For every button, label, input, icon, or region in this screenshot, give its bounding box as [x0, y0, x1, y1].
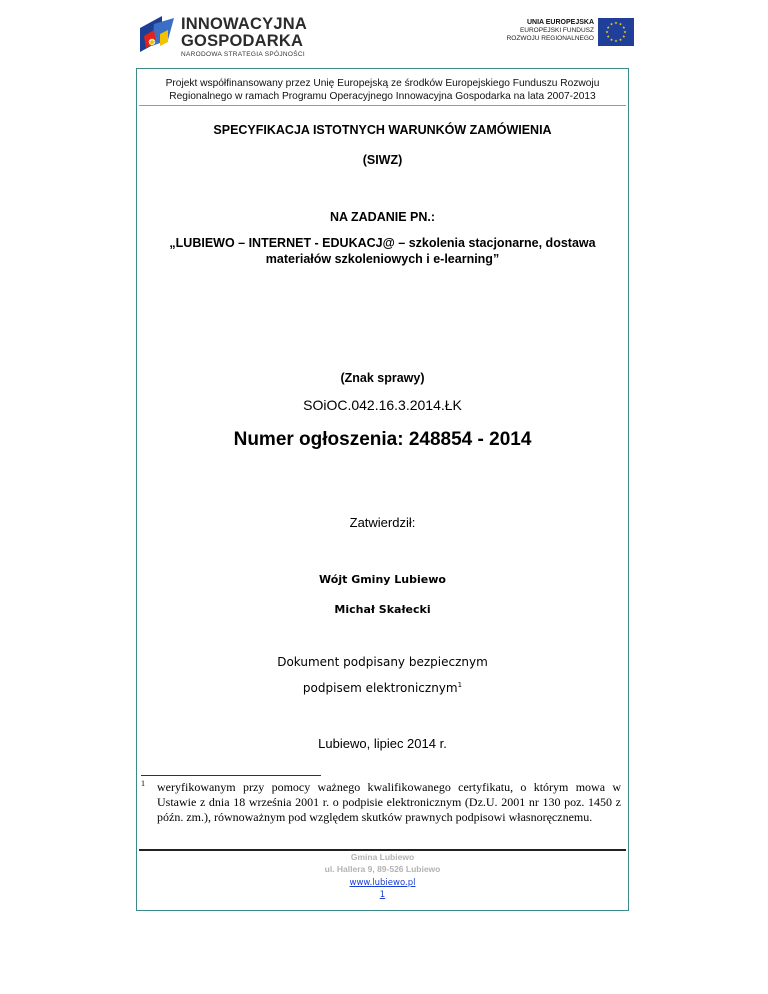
logo-right-line3: ROZWOJU REGIONALNEGO — [506, 35, 594, 42]
footer-address: ul. Hallera 9, 89-526 Lubiewo — [324, 864, 441, 874]
signature-note-line1: Dokument podpisany bezpiecznym — [277, 655, 488, 669]
footnote-reference[interactable]: 1 — [457, 681, 463, 689]
eu-flag-icon — [598, 18, 634, 46]
funding-divider — [139, 105, 626, 106]
funding-note — [137, 77, 628, 103]
signature-note-line2 — [137, 681, 628, 695]
footer-page-number[interactable]: 1 — [379, 890, 386, 900]
task-name-line1: „LUBIEWO – INTERNET - EDUKACJ@ – szkolenia stacjonarne, dostawa — [169, 236, 596, 250]
notice-number: Numer ogłoszenia: 248854 - 2014 — [233, 429, 532, 450]
document-frame — [136, 68, 629, 911]
innowacyjna-gospodarka-emblem-icon — [138, 14, 178, 56]
place-date: Lubiewo, lipiec 2014 r. — [318, 736, 447, 751]
case-label: (Znak sprawy) — [340, 371, 425, 385]
footnote-mark: 1 — [141, 779, 145, 788]
signatory-role: Wójt Gminy Lubiewo — [319, 573, 446, 586]
innowacyjna-gospodarka-logo — [138, 14, 338, 60]
logo-right-line1: UNIA EUROPEJSKA — [526, 19, 594, 26]
logo-left-line3: NARODOWA STRATEGIA SPÓJNOŚCI — [181, 51, 305, 58]
footnote-divider — [141, 775, 321, 776]
task-name — [137, 235, 628, 267]
approved-by-label: Zatwierdził: — [349, 515, 416, 530]
eu-logo — [506, 18, 634, 54]
eu-logo-text — [507, 18, 594, 43]
innowacyjna-gospodarka-wordmark — [181, 16, 307, 60]
logo-left-line1: INNOWACYJNA — [181, 15, 307, 33]
footer-divider — [139, 849, 626, 851]
page-header — [0, 0, 768, 60]
signature-note-line2-text: podpisem elektronicznym — [302, 681, 458, 695]
document-abbreviation: (SIWZ) — [362, 153, 403, 167]
funding-note-line1: Projekt współfinansowany przez Unię Europejską ze środków Europejskiego Funduszu Rozwoju — [165, 78, 600, 89]
footnote-text: weryfikowanym przy pomocy ważnego kwalifikowanego certyfikatu, o którym mowa w Ustawie z dnia 18 września 2001 r. o podpisie elektronicznym (Dz.U. 2001 nr 130 poz. 1450 z późn. zm.), równoważnym pod względem skutków prawnych podpisowi własnoręcznemu. — [157, 780, 621, 824]
logo-left-line2: GOSPODARKA — [181, 32, 304, 50]
footer-organization: Gmina Lubiewo — [350, 852, 415, 862]
case-number: SOiOC.042.16.3.2014.ŁK — [303, 397, 462, 413]
document-title: SPECYFIKACJA ISTOTNYCH WARUNKÓW ZAMÓWIENIA — [213, 123, 552, 137]
funding-note-line2: Regionalnego w ramach Programu Operacyjnego Innowacyjna Gospodarka na lata 2007-2013 — [169, 91, 596, 102]
logo-right-line2: EUROPEJSKI FUNDUSZ — [519, 27, 594, 34]
footer-website-link[interactable]: www.lubiewo.pl — [349, 878, 416, 888]
task-name-line2: materiałów szkoleniowych i e-learning” — [265, 252, 500, 266]
signatory-name: Michał Skałecki — [334, 603, 431, 616]
task-heading: NA ZADANIE PN.: — [329, 210, 436, 224]
